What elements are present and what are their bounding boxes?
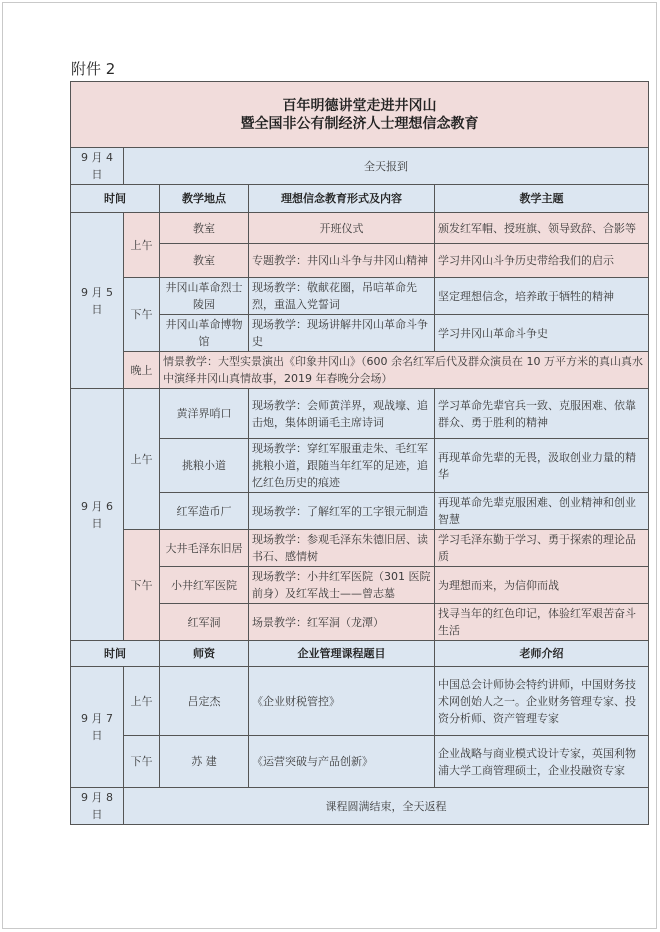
table-row (71, 530, 649, 567)
period-pm: 下午 (124, 736, 160, 788)
table-row (71, 352, 649, 389)
table-row (71, 389, 649, 439)
theme-cell: 学习井冈山斗争历史带给我们的启示 (435, 244, 649, 278)
location-cell: 黄洋界哨口 (160, 389, 249, 439)
form-cell: 现场教学：敬献花圈，吊唁革命先烈，重温入党誓词 (249, 278, 435, 315)
table-row (71, 788, 649, 825)
period-am: 上午 (124, 213, 160, 278)
form-cell: 开班仪式 (249, 213, 435, 244)
table-row (71, 213, 649, 244)
location-cell: 小井红军医院 (160, 567, 249, 604)
table-header-row (71, 185, 649, 213)
location-cell: 红军洞 (160, 604, 249, 641)
theme-cell: 颁发红军帽、授班旗、领导致辞、合影等 (435, 213, 649, 244)
content-sep8: 课程圆满结束，全天返程 (124, 788, 649, 825)
location-cell: 井冈山革命烈士陵园 (160, 278, 249, 315)
theme-cell: 学习革命先辈官兵一致、克服困难、依靠群众、勇于胜利的精神 (435, 389, 649, 439)
theme-cell: 再现革命先辈克服困难、创业精神和创业智慧 (435, 493, 649, 530)
location-cell: 井冈山革命博物馆 (160, 315, 249, 352)
location-cell: 教室 (160, 244, 249, 278)
form-cell: 现场教学：了解红军的工字银元制造 (249, 493, 435, 530)
form-cell: 现场教学：穿红军服重走朱、毛红军挑粮小道，跟随当年红军的足迹，追忆红色历史的痕迹 (249, 439, 435, 493)
date-sep8: 9 月 8 日 (71, 788, 124, 825)
form-cell: 现场教学：现场讲解井冈山革命斗争史 (249, 315, 435, 352)
period-pm: 下午 (124, 278, 160, 352)
location-cell: 大井毛泽东旧居 (160, 530, 249, 567)
title-line-1: 百年明德讲堂走进井冈山 (282, 97, 437, 114)
date-sep5: 9 月 5 日 (71, 213, 124, 389)
period-evening: 晚上 (124, 352, 160, 389)
header-teacher: 师资 (160, 641, 249, 667)
header-location: 教学地点 (160, 185, 249, 213)
theme-cell: 为理想而来，为信仰而战 (435, 567, 649, 604)
table-title (71, 82, 649, 148)
date-sep4: 9 月 4 日 (71, 148, 124, 185)
date-sep6: 9 月 6 日 (71, 389, 124, 641)
form-cell: 专题教学：井冈山斗争与井冈山精神 (249, 244, 435, 278)
table-row (71, 736, 649, 788)
title-line-2: 暨全国非公有制经济人士理想信念教育 (240, 115, 479, 132)
table-header-row (71, 641, 649, 667)
content-sep4: 全天报到 (124, 148, 649, 185)
location-cell: 挑粮小道 (160, 439, 249, 493)
form-cell: 现场教学：会师黄洋界，观战壕、追击炮，集体朗诵毛主席诗词 (249, 389, 435, 439)
evening-content: 情景教学：大型实景演出《印象井冈山》（600 余名红军后代及群众演员在 10 万平方米的真山真水中演绎井冈山真情故事，2019 年春晚分会场） (160, 352, 649, 389)
header-time: 时间 (71, 641, 160, 667)
date-sep7: 9 月 7 日 (71, 667, 124, 788)
header-time: 时间 (71, 185, 160, 213)
header-form: 理想信念教育形式及内容 (249, 185, 435, 213)
period-am: 上午 (124, 389, 160, 530)
theme-cell: 坚定理想信念，培养敢于牺牲的精神 (435, 278, 649, 315)
period-am: 上午 (124, 667, 160, 736)
header-course: 企业管理课程题目 (249, 641, 435, 667)
course-cell: 《运营突破与产品创新》 (249, 736, 435, 788)
table-row (71, 667, 649, 736)
form-cell: 现场教学：小井红军医院（301 医院前身）及红军战士——曾志墓 (249, 567, 435, 604)
theme-cell: 找寻当年的红色印记，体验红军艰苦奋斗生活 (435, 604, 649, 641)
location-cell: 教室 (160, 213, 249, 244)
attachment-label: 附件 2 (71, 60, 116, 78)
form-cell: 现场教学：参观毛泽东朱德旧居、读书石、感情树 (249, 530, 435, 567)
schedule-table (70, 81, 649, 825)
intro-cell: 中国总会计师协会特约讲师，中国财务技术网创始人之一。企业财务管理专家、投资分析师、资产管理专家 (435, 667, 649, 736)
theme-cell: 学习毛泽东勤于学习、勇于探索的理论品质 (435, 530, 649, 567)
period-pm: 下午 (124, 530, 160, 641)
location-cell: 红军造币厂 (160, 493, 249, 530)
teacher-cell: 苏 建 (160, 736, 249, 788)
form-cell: 场景教学：红军洞（龙潭） (249, 604, 435, 641)
theme-cell: 学习井冈山革命斗争史 (435, 315, 649, 352)
table-row (71, 278, 649, 315)
teacher-cell: 吕定杰 (160, 667, 249, 736)
header-theme: 教学主题 (435, 185, 649, 213)
theme-cell: 再现革命先辈的无畏，汲取创业力量的精华 (435, 439, 649, 493)
header-intro: 老师介绍 (435, 641, 649, 667)
course-cell: 《企业财税管控》 (249, 667, 435, 736)
intro-cell: 企业战略与商业模式设计专家，英国利物浦大学工商管理硕士，企业投融资专家 (435, 736, 649, 788)
